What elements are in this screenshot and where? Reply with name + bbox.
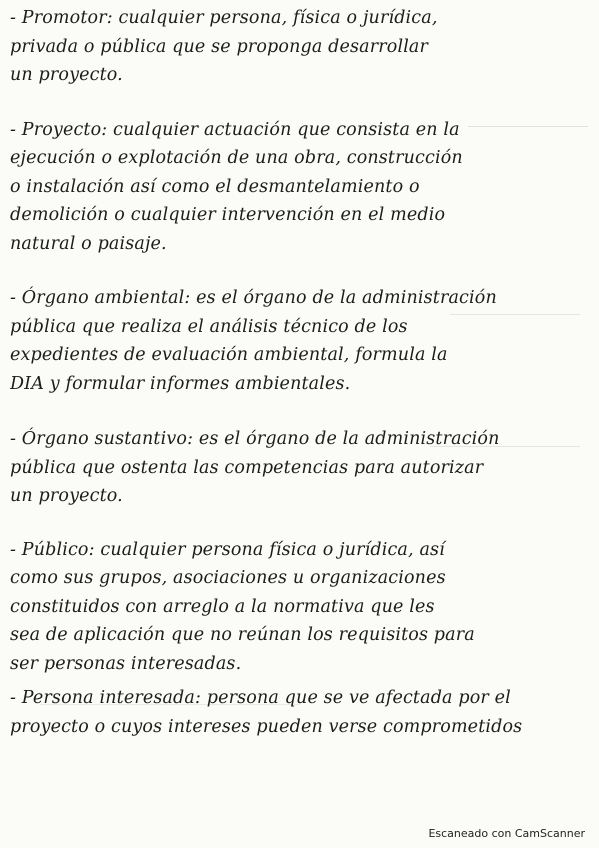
organo-ambiental-line-2: pública que realiza el análisis técnico de los xyxy=(10,316,408,337)
publico-line-4: sea de aplicación que no reúnan los requisitos para xyxy=(10,625,475,645)
publico-line-2: como sus grupos, asociaciones u organizaciones xyxy=(10,568,446,588)
promotor-line-2: privada o pública que se proponga desarrollar xyxy=(10,36,429,57)
definition-persona-interesada xyxy=(10,684,590,741)
publico-line-1: - Público: cualquier persona física o jurídica, así xyxy=(10,539,445,560)
definition-organo-ambiental xyxy=(10,284,590,398)
organo-ambiental-line-1: - Órgano ambiental: es el órgano de la administración xyxy=(10,288,497,308)
proyecto-line-3: o instalación así como el desmantelamiento o xyxy=(10,176,420,197)
proyecto-line-2: ejecución o explotación de una obra, construcción xyxy=(10,148,463,168)
organo-sustantivo-line-3: un proyecto. xyxy=(10,486,123,506)
persona-interesada-line-2: proyecto o cuyos intereses pueden verse comprometidos xyxy=(10,716,523,737)
proyecto-line-1: - Proyecto: cualquier actuación que consista en la xyxy=(10,119,460,140)
promotor-line-3: un proyecto. xyxy=(10,65,123,85)
definition-publico xyxy=(10,536,590,679)
camscanner-watermark: Escaneado con CamScanner xyxy=(428,827,585,840)
proyecto-line-4: demolición o cualquier intervención en el medio xyxy=(10,205,446,225)
publico-line-3: constituidos con arreglo a la normativa que les xyxy=(10,596,435,617)
organo-sustantivo-line-2: pública que ostenta las competencias para autorizar xyxy=(10,457,484,478)
organo-ambiental-line-3: expedientes de evaluación ambiental, formula la xyxy=(10,345,448,365)
handwritten-notes xyxy=(10,4,590,741)
definition-promotor xyxy=(10,4,590,90)
promotor-line-1: - Promotor: cualquier persona, física o jurídica, xyxy=(10,8,438,28)
definition-proyecto xyxy=(10,116,590,259)
organo-ambiental-line-4: DIA y formular informes ambientales. xyxy=(10,373,351,394)
organo-sustantivo-line-1: - Órgano sustantivo: es el órgano de la administración xyxy=(10,429,500,449)
definition-organo-sustantivo xyxy=(10,425,590,511)
publico-line-5: ser personas interesadas. xyxy=(10,653,242,674)
proyecto-line-5: natural o paisaje. xyxy=(10,233,167,254)
persona-interesada-line-1: - Persona interesada: persona que se ve afectada por el xyxy=(10,688,511,708)
